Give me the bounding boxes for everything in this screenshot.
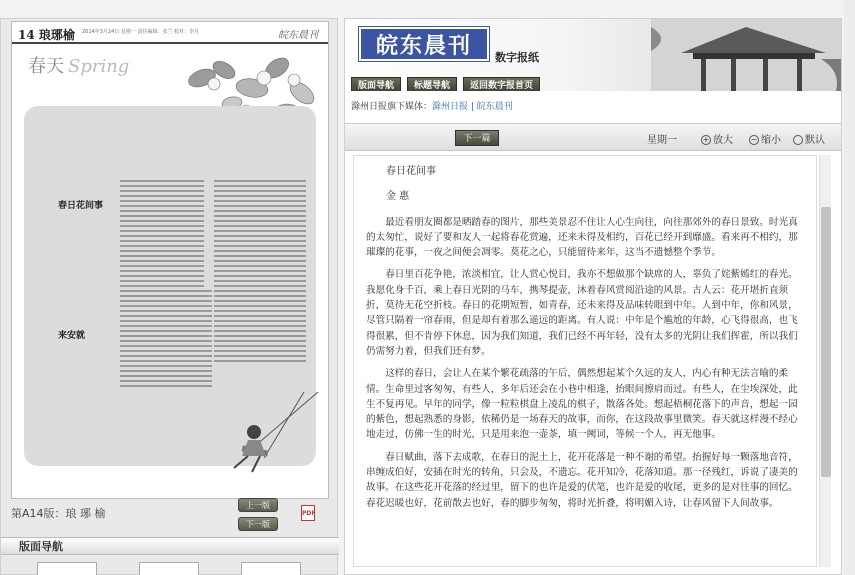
pavilion-illustration	[651, 19, 841, 91]
media-label: 滁州日报旗下媒体：	[351, 102, 433, 112]
window-edge	[844, 0, 855, 575]
title-nav-button[interactable]: 标题导航	[407, 77, 457, 91]
zoom-default-label: 默认	[805, 135, 825, 146]
article-title: 春日花间事	[386, 166, 436, 177]
spring-title	[28, 52, 129, 78]
spring-cn: 春天	[28, 56, 64, 77]
page-nav-heading: 版面导航	[1, 537, 339, 555]
zoom-out-button[interactable]	[749, 131, 781, 146]
swing-girl-illustration	[208, 392, 324, 482]
zoom-in-button[interactable]	[701, 131, 733, 146]
weekday-label: 星期一	[647, 135, 677, 146]
spring-en: Spring	[68, 56, 130, 77]
brand-subtitle: 数字报纸	[495, 51, 539, 64]
page-nav-button[interactable]: 版面导航	[351, 77, 401, 91]
page-article-title-2[interactable]: 来安就	[58, 331, 86, 341]
page-text-column	[120, 290, 212, 390]
page-thumbnail[interactable]	[241, 562, 301, 575]
page-text-column	[120, 180, 204, 295]
article-paragraph: 春日里百花争艳，浓淡相宜，让人赏心悦目，我亦不想做那个缺席的人，辜负了姹紫嫣红的春光。我愿化身千百，乘上春日光阴的马车，携琴提壶，沐着春风赏阅沿途的风景。古人云：花开堪折直须折，莫待无花空折枝。春日的花期短暂，如青春，还未来得及品味转眼到中年。人到中年，你和风景，尽管只隔着一帘春雨，但是却有着那么遥远的距离。有人说：中年是个尴尬的年龄，心飞得很高，也飞得很累，但不肯停下休息，因为我们知道，我们已经不再年轻，没有太多的光阴让我们挥霍，所以我们仍需努力着，但我们还有梦。	[366, 269, 798, 357]
home-button[interactable]: 返回数字报首页	[463, 77, 540, 91]
pdf-icon[interactable]: PDF	[301, 505, 315, 521]
page-masthead	[12, 22, 328, 44]
article-content	[353, 155, 817, 567]
page-logo: 皖东晨刊	[278, 30, 318, 41]
header-banner	[345, 19, 841, 91]
zoom-default-button[interactable]	[793, 131, 825, 146]
reset-icon	[793, 135, 803, 145]
page-name: 琅琊榆	[38, 28, 75, 42]
header-button-row	[351, 73, 546, 91]
minus-icon: −	[750, 135, 758, 144]
article-paragraph: 春日赋曲，落下去成歌，在春日的泥土上，花开花落是一种不谢的希望。抬握好每一颗落地音符，串缠成伯好，安插在时光的转角，只会及，不遗忘。花开知冷，花落知道。那一径残红，诉说了凄美的故事。在这些花开花落的经过里，留下的也许是爱的伏笔，也许是爱的收尾，更多的是对往事的回忆。春花迟暖也好，花前散去也好，春的脚步匆匆，将时光折叠，将明媚入诗，让春风留下人间故事。	[366, 451, 798, 509]
prev-page-button[interactable]: 上一版	[238, 498, 278, 512]
plus-icon: +	[702, 135, 710, 144]
masthead-small-text: 2014年3月24日 星期一 责任编辑：张兰 校对：李丹	[82, 29, 200, 35]
page-text-column	[214, 180, 306, 295]
article-paragraph: 最近看朋友圈都是晒踏春的图片，那些美景忍不住让人心生向往，向往那郊外的春日景致。时光真的太匆忙，说好了要和友人一起将春花赏遍，还来未得及相约，百花已经开到靡盛。看来再不相约，那璀璨的花事，一夜之间便会凋零。莫花之心，只能留待来年，这当不遗憾整个季节。	[366, 216, 798, 259]
media-links[interactable]: 滁州日报 | 皖东晨刊	[432, 102, 513, 112]
brand-logo[interactable]: 皖东晨刊	[359, 27, 489, 61]
next-article-button[interactable]: 下一篇	[455, 130, 499, 146]
next-page-button[interactable]: 下一版	[238, 517, 278, 531]
article-paragraph: 这样的春日，会让人在某个繁花疏落的午后，偶然想起某个久远的友人，内心有种无法言喻的柔情。生命里过客匆匆，有些人，多年后还会在小巷中相逢，抬眼间擦肩而过。有些人，在尘埃深处，此生不复再见。早年的同学，像一粒粒棋盘上凌乱的棋子，散落各处。想起梧桐花落下的声音，想起一园的紫色，想起熟悉的身影，依稀仍是一场春天的故事，而你，在这段故事里微笑。春天就这样漫不经心地走过，仿佛一生的时光，只是用来泡一壶茶，填一阙词，等候一个人，再无他事。	[366, 368, 798, 441]
article-scrollbar[interactable]	[819, 155, 831, 567]
newspaper-page-image[interactable]	[11, 21, 329, 499]
page-thumbnail[interactable]	[37, 562, 97, 575]
article-panel	[344, 18, 842, 575]
scrollbar-thumb[interactable]	[821, 207, 831, 477]
zoom-in-label: 放大	[713, 135, 733, 146]
article-toolbar	[345, 123, 841, 151]
page-number: 14	[18, 28, 35, 42]
page-preview-panel	[0, 18, 338, 575]
article-author: 金 惠	[386, 191, 410, 203]
page-thumbnails	[1, 557, 339, 575]
media-line	[351, 99, 513, 112]
zoom-out-label: 缩小	[761, 135, 781, 146]
page-text-column	[214, 290, 306, 365]
page-label: 第A14版：琅 琊 榆	[11, 507, 106, 520]
page-article-title-1[interactable]: 春日花间事	[58, 201, 104, 211]
page-thumbnail[interactable]	[139, 562, 199, 575]
